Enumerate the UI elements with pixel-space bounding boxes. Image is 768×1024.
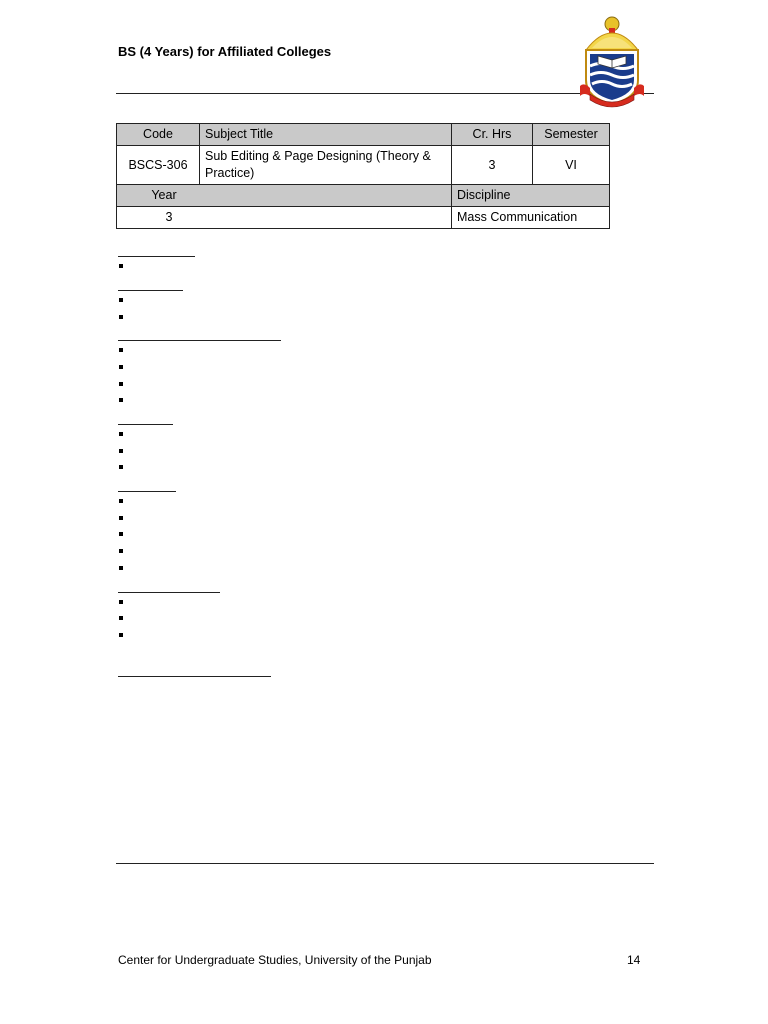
course-table-header-row — [117, 124, 610, 146]
section-heading-underline — [118, 424, 173, 425]
section-heading-underline — [118, 491, 176, 492]
bullet-marker — [119, 600, 123, 604]
cell-code: BSCS-306 — [117, 146, 200, 185]
cell-credit-hours: 3 — [452, 146, 533, 185]
bullet-marker — [119, 449, 123, 453]
header-year — [117, 185, 452, 207]
header-code: Code — [117, 124, 200, 146]
bullet-marker — [119, 398, 123, 402]
section-heading-underline — [118, 676, 271, 677]
bullet-marker — [119, 315, 123, 319]
bullet-marker — [119, 298, 123, 302]
header-discipline: Discipline — [452, 185, 610, 207]
cell-discipline: Mass Communication — [452, 207, 610, 229]
bullet-marker — [119, 516, 123, 520]
cell-year — [117, 207, 452, 229]
bullet-marker — [119, 566, 123, 570]
bullet-marker — [119, 499, 123, 503]
header-credit-hours: Cr. Hrs — [452, 124, 533, 146]
bullet-marker — [119, 532, 123, 536]
bullet-marker — [119, 616, 123, 620]
bullet-marker — [119, 348, 123, 352]
section-heading-underline — [118, 256, 195, 257]
course-table-header-row-2 — [117, 185, 610, 207]
course-table-row-2 — [117, 207, 610, 229]
header-subject-title: Subject Title — [200, 124, 452, 146]
section-heading-underline — [118, 592, 220, 593]
bullet-marker — [119, 633, 123, 637]
bullet-marker — [119, 432, 123, 436]
bullet-marker — [119, 365, 123, 369]
bullet-marker — [119, 264, 123, 268]
header-year-label: Year — [151, 188, 177, 202]
bullet-marker — [119, 465, 123, 469]
footer-page-number: 14 — [627, 953, 641, 967]
document-header-title: BS (4 Years) for Affiliated Colleges — [118, 44, 332, 59]
university-crest-logo — [576, 14, 648, 110]
footer-institution: Center for Undergraduate Studies, University of the Punjab — [118, 953, 432, 967]
section-heading-underline — [118, 290, 183, 291]
cell-year-value: 3 — [165, 210, 173, 224]
cell-semester: VI — [533, 146, 610, 185]
header-semester: Semester — [533, 124, 610, 146]
bullet-marker — [119, 549, 123, 553]
footer-rule — [116, 863, 654, 864]
cell-subject-title: Sub Editing & Page Designing (Theory & Practice) — [200, 146, 452, 185]
bullet-marker — [119, 382, 123, 386]
course-info-table — [116, 123, 610, 229]
header-rule — [116, 93, 654, 94]
course-table-row — [117, 146, 610, 185]
section-heading-underline — [118, 340, 281, 341]
